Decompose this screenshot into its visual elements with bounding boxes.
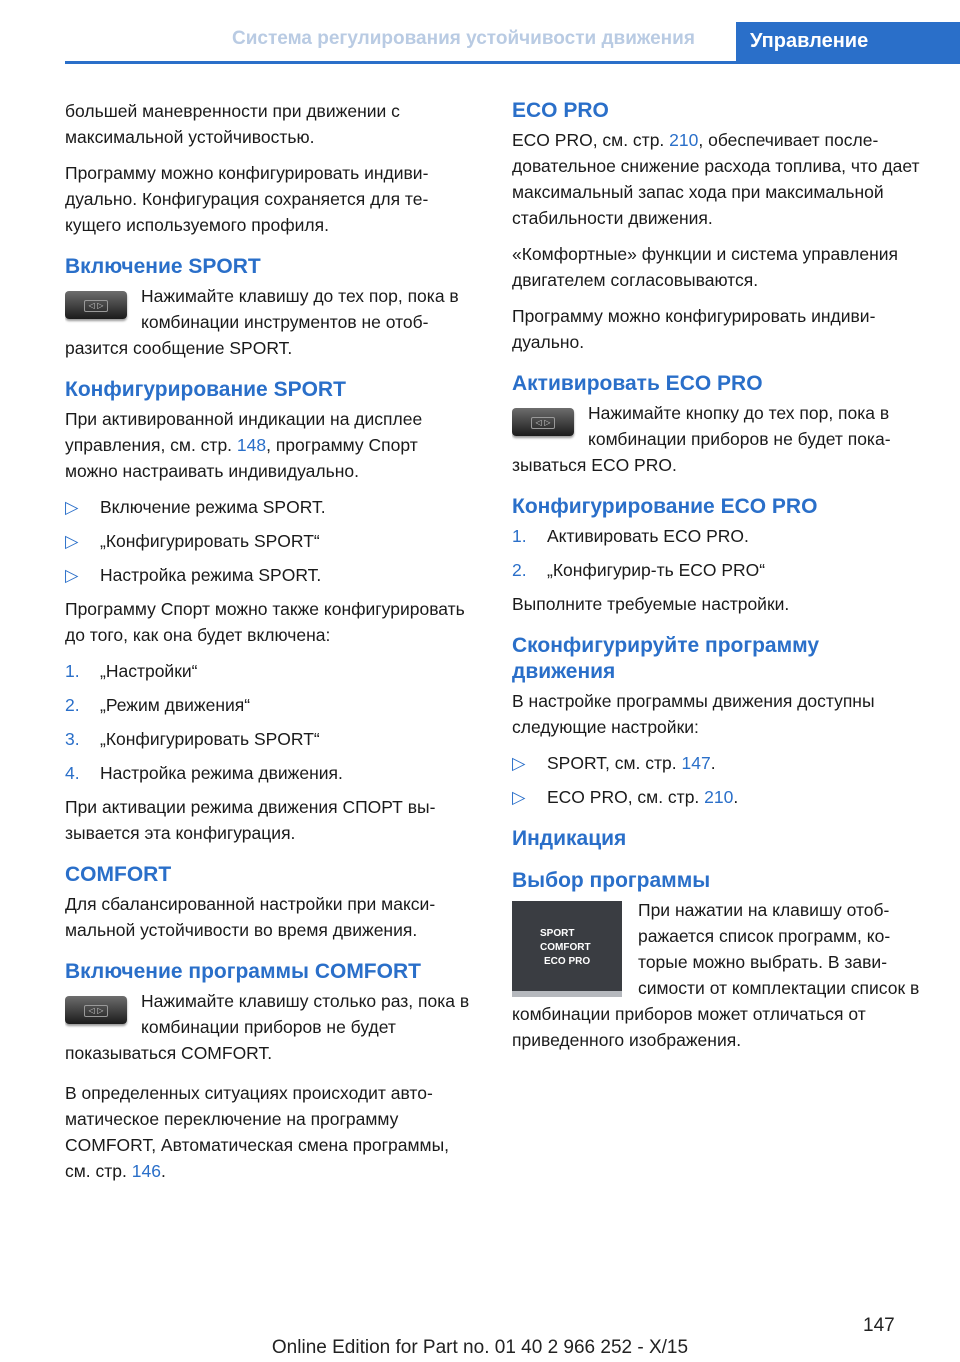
heading-eco-on: Активировать ECO PRO bbox=[512, 372, 763, 395]
page-link[interactable]: 210 bbox=[704, 787, 734, 807]
heading-comfort: COMFORT bbox=[65, 863, 172, 886]
page-link[interactable]: 146 bbox=[131, 1161, 161, 1181]
eco-on-block bbox=[512, 400, 927, 478]
list-item: 1. „Настройки“ bbox=[65, 661, 198, 681]
paragraph: В настройке программы движения доступны следующие настройки: bbox=[512, 691, 875, 737]
list-item: ▷ SPORT, см. стр. 147. bbox=[512, 750, 927, 776]
page-link[interactable]: 210 bbox=[669, 130, 699, 150]
heading-sport-on: Включение SPORT bbox=[65, 255, 261, 278]
triangle-bullet-icon: ▷ bbox=[65, 531, 79, 551]
bullet-list bbox=[65, 494, 475, 588]
heading-indication: Индикация bbox=[512, 827, 627, 850]
list-item: 2. „Конфигурир-ть ECO PRO“ bbox=[512, 560, 766, 580]
sport-on-block bbox=[65, 283, 475, 361]
right-column bbox=[512, 98, 927, 1053]
list-item: 3. „Конфигурировать SPORT“ bbox=[65, 729, 320, 749]
driving-mode-button-icon: ◁ ▷ bbox=[65, 291, 127, 319]
list-item: ▷ ECO PRO, см. стр. 210. bbox=[512, 784, 927, 810]
paragraph: Для сбалансированной настройки при максимальной устойчивости во время движения. bbox=[65, 894, 436, 940]
paragraph: Нажимайте клавишу до тех пор, пока в комбинации инструментов не отобразится сообщение SPORT. bbox=[65, 286, 459, 358]
paragraph: Программу Спорт можно также конфигурировать до того, как она будет включена: bbox=[65, 599, 465, 645]
paragraph: Выполните требуемые настройки. bbox=[512, 594, 790, 614]
paragraph: Нажимайте клавишу столько раз, пока в комбинации приборов не будет показываться COMFORT. bbox=[65, 991, 470, 1063]
page-link[interactable]: 148 bbox=[236, 435, 267, 455]
chapter-tab[interactable]: Управление bbox=[736, 22, 960, 64]
display-item-comfort: COMFORT bbox=[540, 942, 591, 953]
program-select-block bbox=[512, 897, 927, 1053]
paragraph: Программу можно конфигурировать индивидуально. Конфигурация сохраняется для текущего используемого профиля. bbox=[65, 163, 429, 235]
heading-comfort-on: Включение программы COMFORT bbox=[65, 960, 421, 983]
paragraph: При активированной индикации на дисплее управления, см. стр. 148, программу Спорт можно настраивать индивидуально. bbox=[65, 409, 423, 481]
heading-program-select: Выбор программы bbox=[512, 869, 711, 892]
paragraph: «Комфортные» функции и система управления двигателем согласовываются. bbox=[512, 244, 898, 290]
section-title: Система регулирования устойчивости движения bbox=[232, 28, 695, 49]
triangle-bullet-icon: ▷ bbox=[65, 497, 79, 517]
triangle-bullet-icon: ▷ bbox=[65, 565, 79, 585]
numbered-list bbox=[512, 523, 927, 583]
paragraph: Нажимайте кнопку до тех пор, пока в комбинации приборов не будет показываться ECO PRO. bbox=[512, 403, 891, 475]
display-item-sport: SPORT bbox=[540, 928, 575, 939]
paragraph: ECO PRO, см. стр. 210, обеспечивает последовательное снижение расхода топлива, что дает максимальный запас хода при максимальной стабильности движения. bbox=[512, 130, 920, 228]
header-rule bbox=[65, 61, 736, 64]
driving-mode-button-icon: ◁ ▷ bbox=[512, 408, 574, 436]
heading-program-config: Сконфигурируйте программу движения bbox=[512, 634, 820, 683]
program-list-display bbox=[512, 901, 622, 997]
edition-note: Online Edition for Part no. 01 40 2 966 252 - X/15 bbox=[271, 1337, 689, 1358]
heading-sport-config: Конфигурирование SPORT bbox=[65, 378, 346, 401]
triangle-bullet-icon: ▷ bbox=[512, 787, 526, 807]
left-column bbox=[65, 98, 475, 1194]
heading-eco-config: Конфигурирование ECO PRO bbox=[512, 495, 818, 518]
page-link[interactable]: 147 bbox=[681, 753, 711, 773]
list-item: ▷ Настройка режима SPORT. bbox=[65, 562, 475, 588]
paragraph: большей маневренности при движении с максимальной устойчивостью. bbox=[65, 101, 400, 147]
driving-mode-button-icon: ◁ ▷ bbox=[65, 996, 127, 1024]
bullet-list bbox=[512, 750, 927, 810]
heading-eco-pro: ECO PRO bbox=[512, 99, 609, 122]
page-header bbox=[0, 0, 960, 64]
paragraph: Программу можно конфигурировать индивидуально. bbox=[512, 306, 876, 352]
paragraph: При нажатии на клавишу отображается список программ, которые можно выбрать. В зависимости от комплектации список в комбинации приборов может отличаться от приведенного изображения. bbox=[512, 900, 920, 1050]
list-item: 4. Настройка режима движения. bbox=[65, 763, 343, 783]
numbered-list bbox=[65, 658, 475, 786]
triangle-bullet-icon: ▷ bbox=[512, 753, 526, 773]
list-item: ▷ „Конфигурировать SPORT“ bbox=[65, 528, 475, 554]
page-number: 147 bbox=[863, 1315, 895, 1336]
paragraph: При активации режима движения СПОРТ вызывается эта конфигурация. bbox=[65, 797, 436, 843]
list-item: ▷ Включение режима SPORT. bbox=[65, 494, 475, 520]
display-item-eco-pro: ECO PRO bbox=[544, 956, 591, 967]
comfort-on-block bbox=[65, 988, 475, 1066]
paragraph: В определенных ситуациях происходит автоматическое переключение на программу COMFORT, Автоматическая смена программы, см. стр. 146. bbox=[65, 1083, 450, 1181]
list-item: 1. Активировать ECO PRO. bbox=[512, 526, 749, 546]
list-item: 2. „Режим движения“ bbox=[65, 695, 251, 715]
